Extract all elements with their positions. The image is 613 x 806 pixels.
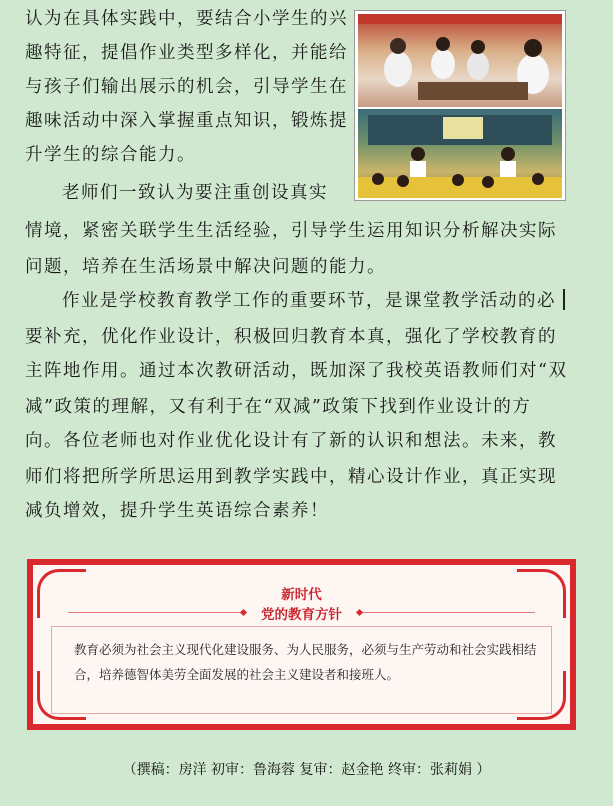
- education-policy-banner: [27, 559, 576, 730]
- article-line-15: 减负增效，提升学生英语综合素养！: [25, 501, 329, 521]
- article-line-4: 趣味活动中深入掌握重点知识，锻炼提: [25, 111, 348, 131]
- article-line-6: 老师们一致认为要注重创设真实: [62, 183, 328, 203]
- article-line-7: 情境，紧密关联学生生活经验，引导学生运用知识分析解决实际: [25, 221, 557, 241]
- photo-classroom: [358, 109, 562, 198]
- article-line-8: 问题，培养在生活场景中解决问题的能力。: [25, 257, 386, 277]
- title-divider-left: [68, 612, 243, 613]
- title-divider-right: [360, 612, 535, 613]
- text-cursor: [563, 289, 565, 310]
- classroom-scene: [358, 109, 562, 198]
- photo-collage: [354, 10, 566, 201]
- article-line-3: 与孩子们输出展示的机会，引导学生在: [25, 77, 348, 97]
- article-line-1: 认为在具体实践中，要结合小学生的兴: [25, 9, 348, 29]
- banner-title-line1: 新时代: [281, 587, 322, 603]
- credits-line: （撰稿：房洋 初审：鲁海蓉 复审：赵金艳 终审：张莉娟 ）: [122, 762, 491, 778]
- meeting-figures: [358, 14, 562, 107]
- banner-inner: [33, 565, 570, 724]
- motto-text: 教育必须为社会主义现代化建设服务、为人民服务，必须与生产劳动和社会实践相结合，培养德智体美劳全面发展的社会主义建设者和接班人。: [74, 642, 537, 682]
- banner-title-line2: 党的教育方针: [261, 607, 342, 623]
- article-line-11: 主阵地作用。通过本次教研活动，既加深了我校英语教师们对“双: [25, 361, 568, 381]
- article-line-13: 向。各位老师也对作业优化设计有了新的认识和想法。未来，教: [25, 431, 557, 451]
- article-line-9: 作业是学校教育教学工作的重要环节，是课堂教学活动的必: [62, 291, 556, 311]
- article-line-5: 升学生的综合能力。: [25, 145, 196, 165]
- motto-box: [51, 626, 552, 714]
- article-line-14: 师们将把所学所思运用到教学实践中，精心设计作业，真正实现: [25, 467, 557, 487]
- article-line-10: 要补充，优化作业设计，积极回归教育本真，强化了学校教育的: [25, 327, 557, 347]
- article-line-12: 减”政策的理解，又有利于在“双减”政策下找到作业设计的方: [25, 397, 532, 417]
- article-line-2: 趣特征，提倡作业类型多样化，并能给: [25, 43, 348, 63]
- photo-meeting: [358, 14, 562, 107]
